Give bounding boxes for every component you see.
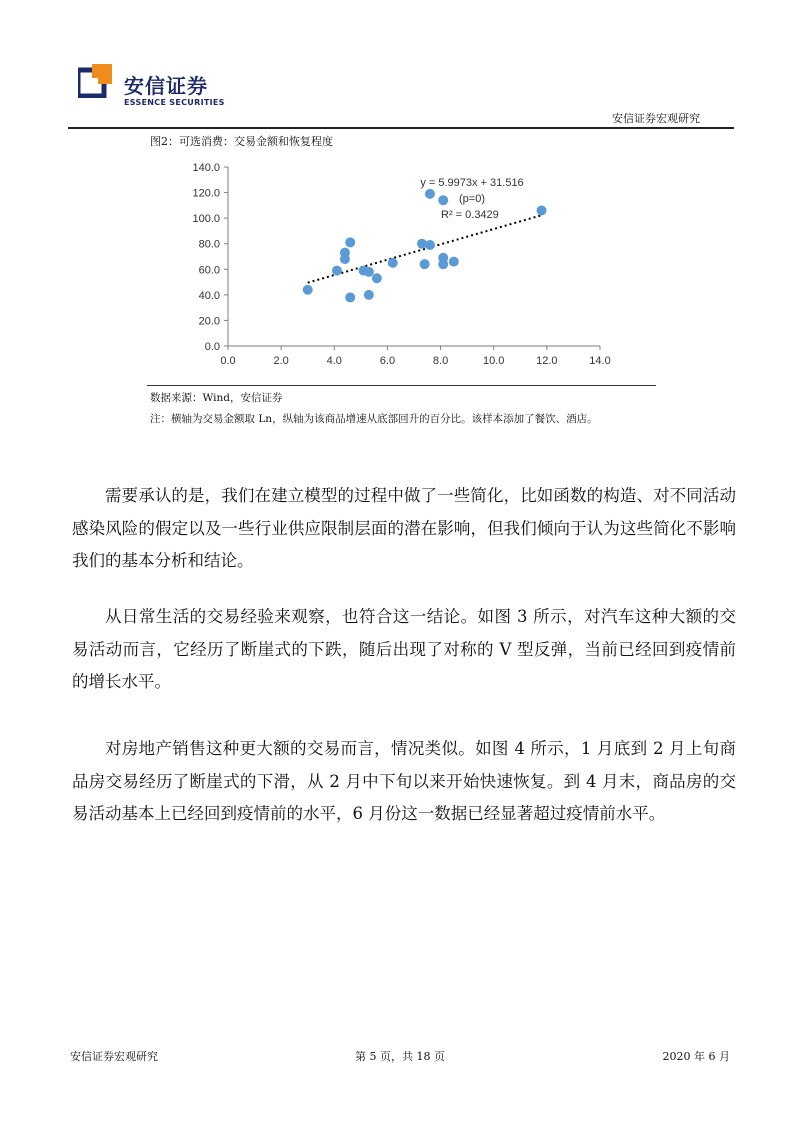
y-tick-label: 80.0: [198, 238, 220, 251]
body-paragraph-3: 对房地产销售这种更大额的交易而言，情况类似。如图 4 所示，1 月底到 2 月上旬商品房交易经历了断崖式的下滑，从 2 月中下旬以来开始快速恢复。到 4 月末，商品房的交易活动基本上已经回到疫情前的水平，6 月份这一数据已经显著超过疫情前水平。: [72, 739, 736, 823]
logo-text-cn: 安信证券: [124, 74, 208, 98]
x-tick-label: 12.0: [536, 355, 558, 367]
regression-equation: y = 5.9973x + 31.516: [420, 177, 524, 189]
figure-divider: [147, 385, 656, 386]
data-point: [425, 189, 435, 199]
header-divider: [68, 127, 734, 129]
x-tick-label: 2.0: [273, 355, 289, 367]
x-tick-label: 10.0: [483, 355, 505, 367]
body-paragraph-2: 从日常生活的交易经验来观察，也符合这一结论。如图 3 所示，对汽车这种大额的交易活动而言，它经历了断崖式的下跌，随后出现了对称的 V 型反弹，当前已经回到疫情前的增长水平。: [72, 607, 736, 691]
data-point: [449, 257, 459, 267]
figure-source: 数据来源：Wind，安信证券: [150, 392, 283, 404]
regression-pvalue: (p=0): [459, 193, 485, 205]
scatter-chart: [150, 155, 630, 380]
x-tick-label: 6.0: [379, 355, 396, 367]
data-point: [303, 285, 313, 295]
logo-text-en: ESSENCE SECURITIES: [124, 98, 225, 107]
data-point: [345, 237, 355, 247]
y-tick-label: 100.0: [192, 213, 220, 226]
header-title: 安信证券宏观研究: [612, 112, 700, 125]
regression-r2: R² = 0.3429: [441, 209, 499, 221]
figure-note: 注：横轴为交易金额取 Ln，纵轴为该商品增速从底部回升的百分比。该样本添加了餐饮、酒店。: [150, 413, 598, 425]
data-point: [388, 258, 398, 268]
body-paragraph-1: 需要承认的是，我们在建立模型的过程中做了一些简化，比如函数的构造、对不同活动感染风险的假定以及一些行业供应限制层面的潜在影响，但我们倾向于认为这些简化不影响我们的基本分析和结论。: [72, 486, 736, 570]
data-point: [364, 290, 374, 300]
y-tick-label: 40.0: [198, 289, 220, 302]
y-tick-label: 140.0: [192, 162, 220, 174]
data-point: [372, 273, 382, 283]
logo-mark-icon: [78, 64, 114, 98]
footer-page-number: 第 5 页，共 18 页: [355, 1050, 445, 1063]
data-point: [438, 195, 448, 205]
x-tick-label: 14.0: [589, 355, 611, 367]
data-point: [438, 259, 448, 269]
data-point: [332, 266, 342, 276]
y-tick-label: 0.0: [204, 341, 220, 353]
y-tick-label: 20.0: [198, 315, 220, 328]
data-point: [364, 267, 374, 277]
figure-caption: 图2：可选消费：交易金额和恢复程度: [150, 135, 333, 148]
data-point: [425, 240, 435, 250]
data-point: [420, 259, 430, 269]
x-tick-label: 4.0: [326, 355, 342, 367]
footer-left: 安信证券宏观研究: [70, 1050, 158, 1063]
x-tick-label: 0.0: [220, 355, 236, 367]
company-logo: [78, 64, 238, 110]
y-tick-label: 120.0: [192, 187, 220, 200]
x-tick-label: 8.0: [432, 355, 449, 367]
data-point: [340, 254, 350, 264]
data-point: [537, 205, 547, 215]
footer-date: 2020 年 6 月: [662, 1050, 730, 1063]
data-point: [345, 292, 355, 302]
y-tick-label: 60.0: [198, 264, 220, 277]
